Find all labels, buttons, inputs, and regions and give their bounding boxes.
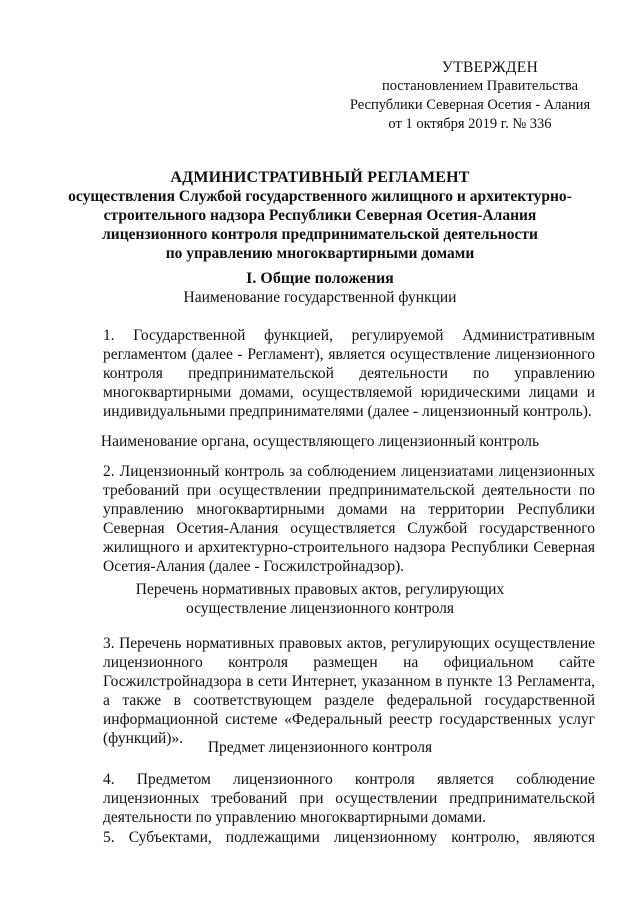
- approval-heading: УТВЕРЖДЕН: [441, 59, 539, 76]
- heading-subject: Предмет лицензионного контроля: [207, 739, 433, 756]
- paragraph-3: [103, 634, 595, 748]
- document-title-line: строительного надзора Республики Северная Осетия-Алания: [103, 207, 537, 224]
- paragraph-2: [103, 462, 595, 576]
- paragraph-4-text: 4. Предметом лицензионного контроля является соблюдение лицензионных требований при осуществлении предпринимательской деятельности по управлению многоквартирными домами.: [103, 771, 595, 826]
- approval-line: от 1 октября 2019 г. № 336: [388, 116, 552, 132]
- paragraph-3-text: 3. Перечень нормативных правовых актов, регулирующих осуществление лицензионного контроля размещен на официальном сайте Госжилстройнадзора в сети Интернет, указанном в пункте 13 Регламента, а также в соответствующем разделе федеральной государственной информационной системе «Федеральный реестр государственных услуг (функций)».: [103, 635, 595, 747]
- approval-line: Республики Северная Осетия - Алания: [349, 97, 591, 113]
- paragraph-5: [103, 828, 595, 847]
- approval-line: постановлением Правительства: [381, 78, 579, 94]
- paragraph-2-text: 2. Лицензионный контроль за соблюдением лицензиатами лицензионных требований при осуществлении предпринимательской деятельности по управлению многоквартирными домами на территории Республики Северная Осетия-Алания осуществляется Службой государственного жилищного и архитектурно-строительного надзора Республики Северная Осетия-Алания (далее - Госжилстройнадзор).: [103, 463, 595, 575]
- document-title-main: АДМИНИСТРАТИВНЫЙ РЕГЛАМЕНТ: [170, 169, 470, 186]
- section-subheading: Наименование государственной функции: [183, 289, 457, 306]
- document-title-line: лицензионного контроля предпринимательской деятельности: [102, 226, 538, 243]
- paragraph-4: [103, 770, 595, 827]
- approval-stamp: [330, 58, 610, 134]
- document-title-line: осуществления Службой государственного жилищного и архитектурно-: [68, 188, 572, 205]
- document-title: [60, 168, 580, 263]
- heading-authority: Наименование органа, осуществляющего лицензионный контроль: [100, 433, 540, 450]
- paragraph-1: [103, 326, 595, 421]
- section-title: I. Общие положения: [246, 270, 394, 287]
- paragraph-1-text: 1. Государственной функцией, регулируемой Административным регламентом (далее - Регламент), является осуществление лицензионного контроля предпринимательской деятельности по управлению многоквартирными домами, осуществляемой юридическими лицами и индивидуальными предпринимателями (далее - лицензионный контроль).: [103, 327, 595, 420]
- document-title-line: по управлению многоквартирными домами: [165, 245, 475, 262]
- heading-legal-acts: Перечень нормативных правовых актов, регулирующих осуществление лицензионного контроля: [135, 581, 505, 617]
- paragraph-5-text: 5. Субъектами, подлежащими лицензионному контролю, являются: [103, 829, 595, 846]
